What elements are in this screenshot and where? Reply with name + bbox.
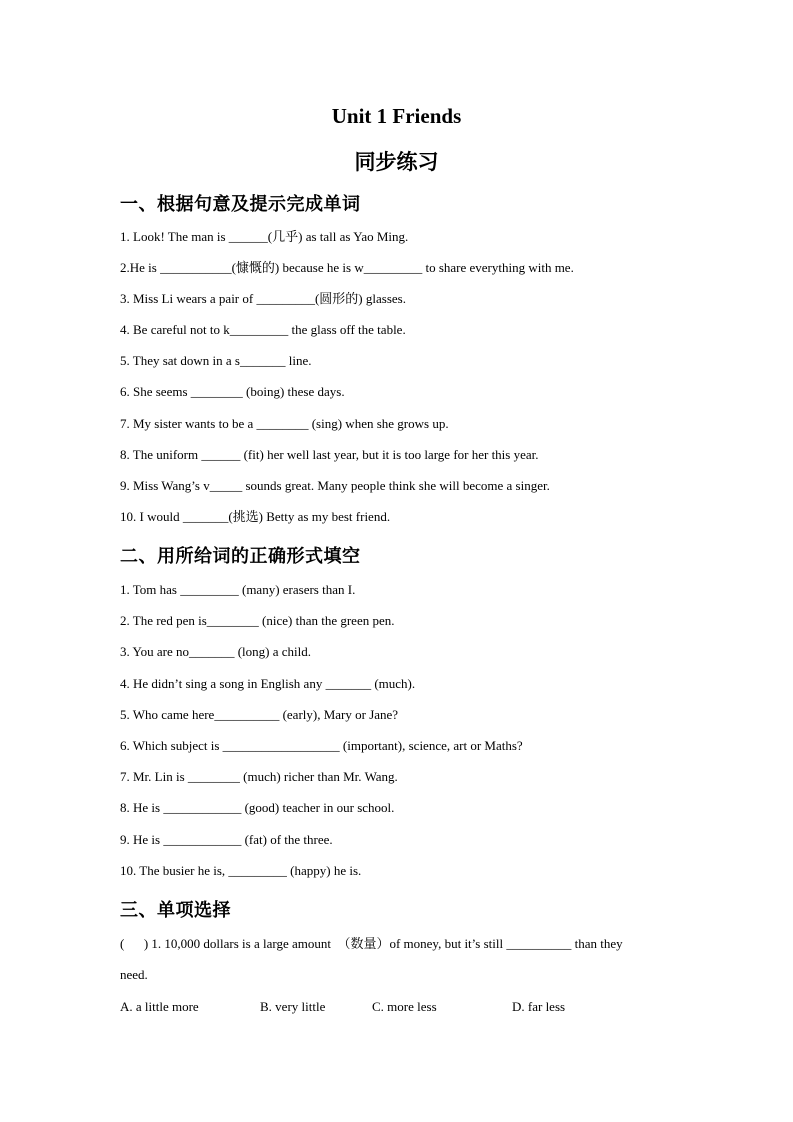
option-a: A. a little more	[120, 999, 199, 1014]
section-2-item-9: 9. He is ____________ (fat) of the three.	[120, 832, 333, 847]
section-1-item-6: 6. She seems ________ (boing) these days.	[120, 384, 345, 399]
section-1-item-1: 1. Look! The man is ______(几乎) as tall as Yao Ming.	[120, 229, 409, 244]
option-b: B. very little	[260, 999, 326, 1014]
section-2-item-3: 3. You are no_______ (long) a child.	[120, 644, 312, 659]
section-1-item-3: 3. Miss Li wears a pair of _________(圆形的) glasses.	[120, 291, 406, 306]
section-2-item-7: 7. Mr. Lin is ________ (much) richer than Mr. Wang.	[120, 769, 398, 784]
section-2-item-6: 6. Which subject is __________________ (important), science, art or Maths?	[120, 738, 523, 753]
section-2-item-5: 5. Who came here__________ (early), Mary or Jane?	[120, 707, 399, 722]
section-2-item-4: 4. He didn’t sing a song in English any _______ (much).	[120, 676, 416, 691]
section-1-item-5: 5. They sat down in a s_______ line.	[120, 353, 312, 368]
question-1-stem: ( ) 1. 10,000 dollars is a large amount （数量）of money, but it’s still __________ than they	[120, 936, 623, 951]
section-1-item-4: 4. Be careful not to k_________ the glass off the table.	[120, 322, 406, 337]
section-1-item-10: 10. I would _______(挑选) Betty as my best friend.	[120, 509, 391, 524]
question-1-options	[120, 999, 680, 1015]
section-2-item-8: 8. He is ____________ (good) teacher in our school.	[120, 800, 395, 815]
section-2-item-2: 2. The red pen is________ (nice) than the green pen.	[120, 613, 395, 628]
section-1-item-9: 9. Miss Wang’s v_____ sounds great. Many people think she will become a singer.	[120, 478, 550, 493]
section-2-item-10: 10. The busier he is, _________ (happy) he is.	[120, 863, 362, 878]
section-1-item-2: 2.He is ___________(慷慨的) because he is w_________ to share everything with me.	[120, 260, 574, 275]
section-1-item-8: 8. The uniform ______ (fit) her well last year, but it is too large for her this year.	[120, 447, 539, 462]
document-subtitle: 同步练习	[354, 150, 439, 174]
option-c: C. more less	[372, 999, 437, 1014]
section-1-heading: 一、根据句意及提示完成单词	[120, 194, 361, 215]
section-2-item-1: 1. Tom has _________ (many) erasers than I.	[120, 582, 356, 597]
option-d: D. far less	[512, 999, 566, 1014]
section-1-item-7: 7. My sister wants to be a ________ (sing) when she grows up.	[120, 416, 449, 431]
section-3-heading: 三、单项选择	[120, 900, 231, 921]
section-2-heading: 二、用所给词的正确形式填空	[120, 546, 361, 567]
document-title: Unit 1 Friends	[331, 104, 462, 128]
question-1-stem-continued: need.	[120, 967, 148, 982]
